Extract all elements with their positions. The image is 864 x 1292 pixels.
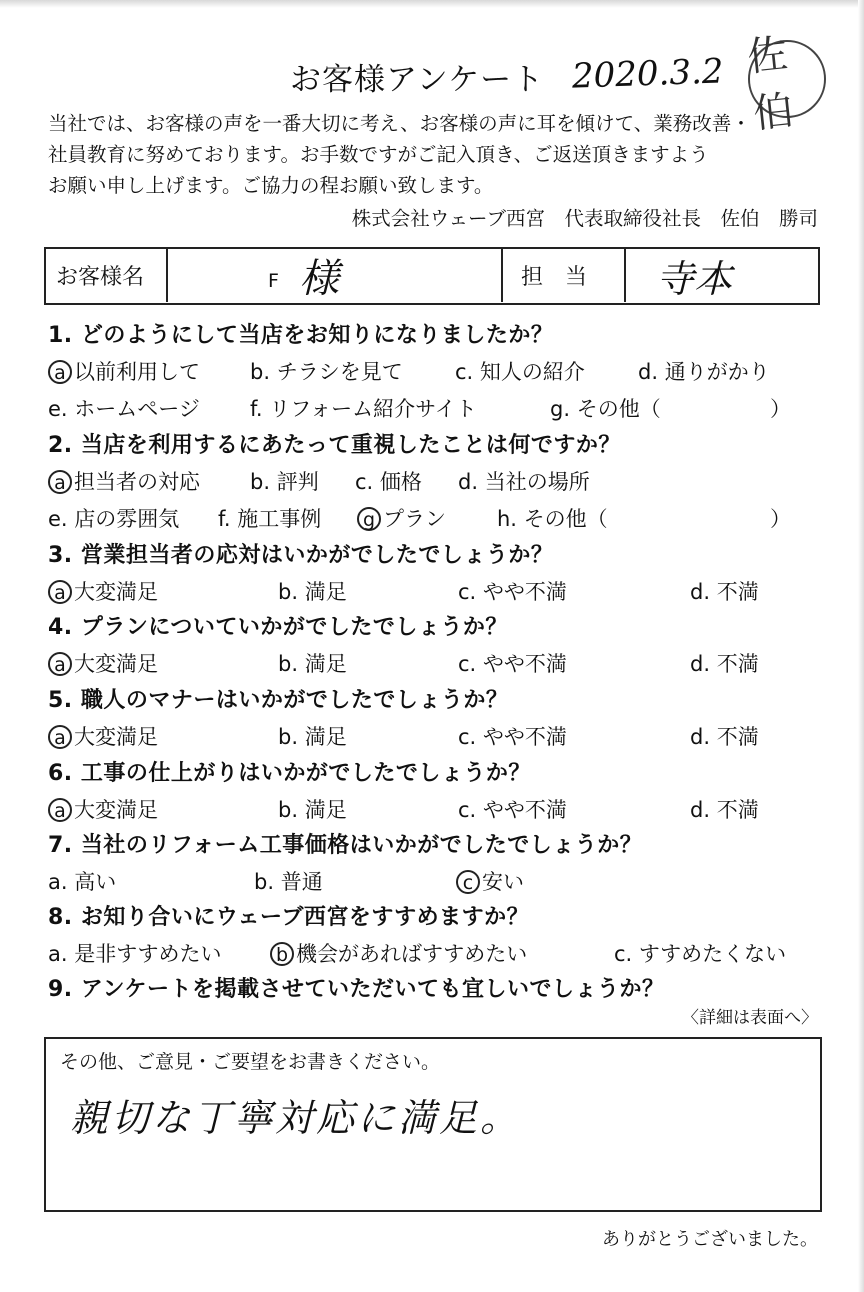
customer-name-label-cell <box>56 249 166 302</box>
question-3-options <box>0 576 864 606</box>
answer-option[interactable] <box>48 576 158 606</box>
option-label: やや不満 <box>482 580 567 604</box>
answer-option[interactable] <box>355 466 422 496</box>
scan-edge-top <box>0 0 864 8</box>
answer-option[interactable] <box>48 648 158 678</box>
staff-label: 担 当 <box>521 265 588 290</box>
comment-box <box>44 1037 822 1212</box>
question-1-options <box>0 393 864 423</box>
option-letter: b. <box>278 725 299 749</box>
question-4: 4. プランについていかがでしたでしょうか？ <box>48 615 508 640</box>
answer-option[interactable] <box>458 794 567 824</box>
answer-option[interactable] <box>278 648 347 678</box>
option-label: 大変満足 <box>74 580 158 604</box>
option-letter: c. <box>458 652 477 676</box>
answer-option[interactable] <box>218 503 321 533</box>
option-label: 当社の場所 <box>484 470 590 494</box>
option-label: 通りがかり <box>664 360 770 384</box>
option-label: リフォーム紹介サイト <box>269 397 477 421</box>
option-label: ） <box>770 397 791 421</box>
circled-answer-mark: g <box>357 507 381 531</box>
option-label: ） <box>770 507 791 531</box>
option-label: 大変満足 <box>74 798 158 822</box>
answer-option[interactable] <box>254 866 323 896</box>
question-7-options <box>0 866 864 896</box>
answer-option[interactable] <box>278 721 347 751</box>
answer-option[interactable] <box>48 503 179 533</box>
answer-option[interactable] <box>270 938 527 968</box>
option-label: すすめたくない <box>638 942 787 966</box>
option-label: 評判 <box>276 470 319 494</box>
answer-option[interactable] <box>458 721 567 751</box>
question-3: 3. 営業担当者の応対はいかがでしたでしょうか？ <box>48 543 554 568</box>
question-2-options <box>0 503 864 533</box>
circled-answer-mark: b <box>270 942 294 966</box>
scan-edge-right <box>858 0 864 1292</box>
option-label: ホームページ <box>74 397 200 421</box>
question-6: 6. 工事の仕上がりはいかがでしたでしょうか？ <box>48 761 531 786</box>
option-letter: c. <box>614 942 633 966</box>
option-label: やや不満 <box>482 798 567 822</box>
option-label: 以前利用して <box>74 360 200 384</box>
answer-option[interactable] <box>550 393 661 423</box>
intro-text <box>48 108 751 201</box>
option-label: 満足 <box>304 652 347 676</box>
option-label: 不満 <box>716 725 759 749</box>
comment-handwritten-text: 親切な丁寧対応に満足。 <box>70 1096 522 1140</box>
answer-option[interactable] <box>458 466 590 496</box>
handwritten-date: 2020.3.2 <box>571 51 725 97</box>
answer-option[interactable] <box>48 866 116 896</box>
option-label: その他（ <box>523 507 608 531</box>
option-label: やや不満 <box>482 652 567 676</box>
answer-option[interactable] <box>770 393 791 423</box>
intro-line: 社員教育に努めております。お手数ですがご記入頂き、ご返送頂きますよう <box>48 143 709 166</box>
option-label: 不満 <box>716 798 759 822</box>
question-8-options <box>0 938 864 968</box>
answer-option[interactable] <box>458 648 567 678</box>
circled-answer-mark: c <box>456 870 480 894</box>
answer-option[interactable] <box>690 721 759 751</box>
answer-option[interactable] <box>48 938 221 968</box>
details-note: 〈詳細は表面へ〉 <box>682 1008 818 1028</box>
staff-value-cell <box>656 249 806 302</box>
answer-option[interactable] <box>455 356 585 386</box>
divider <box>166 249 168 302</box>
option-letter: b. <box>250 360 271 384</box>
circled-answer-mark: a <box>48 470 72 494</box>
option-label: チラシを見て <box>276 360 403 384</box>
option-letter: b. <box>254 870 275 894</box>
answer-option[interactable] <box>456 866 524 896</box>
option-letter: d. <box>690 725 711 749</box>
answer-option[interactable] <box>250 466 319 496</box>
option-letter: c. <box>458 798 477 822</box>
option-label: 安い <box>482 870 524 894</box>
answer-option[interactable] <box>48 393 200 423</box>
question-5: 5. 職人のマナーはいかがでしたでしょうか？ <box>48 688 509 713</box>
option-label: 普通 <box>280 870 323 894</box>
option-label: 不満 <box>716 652 759 676</box>
option-letter: c. <box>455 360 474 384</box>
answer-option[interactable] <box>638 356 770 386</box>
company-signature-line: 株式会社ウェーブ西宮 代表取締役社長 佐伯 勝司 <box>351 207 818 230</box>
option-label: 是非すすめたい <box>74 942 222 966</box>
option-letter: g. <box>550 397 571 421</box>
customer-honorific: 様 <box>298 256 339 302</box>
answer-option[interactable] <box>278 794 347 824</box>
option-letter: c. <box>458 725 477 749</box>
option-label: 大変満足 <box>74 725 158 749</box>
answer-option[interactable] <box>48 466 200 496</box>
option-label: その他（ <box>576 397 661 421</box>
option-label: 機会があればすすめたい <box>296 942 528 966</box>
question-5-options <box>0 721 864 751</box>
answer-option[interactable] <box>48 721 158 751</box>
option-letter: a. <box>48 870 68 894</box>
option-letter: b. <box>250 470 271 494</box>
intro-line: 当社では、お客様の声を一番大切に考え、お客様の声に耳を傾けて、業務改善・ <box>48 112 751 135</box>
option-label: 大変満足 <box>74 652 158 676</box>
approval-seal <box>745 30 826 138</box>
question-2: 2. 当店を利用するにあたって重視したことは何ですか？ <box>48 433 621 458</box>
option-label: 店の雰囲気 <box>74 507 180 531</box>
thanks-text: ありがとうございました。 <box>602 1229 818 1250</box>
answer-option[interactable] <box>357 503 446 533</box>
option-letter: d. <box>690 798 711 822</box>
option-letter: b. <box>278 580 299 604</box>
question-4-options <box>0 648 864 678</box>
option-letter: d. <box>638 360 659 384</box>
comment-label: その他、ご意見・ご要望をお書きください。 <box>60 1051 441 1073</box>
answer-option[interactable] <box>250 393 477 423</box>
circled-answer-mark: a <box>48 580 72 604</box>
question-6-options <box>0 794 864 824</box>
option-letter: b. <box>278 652 299 676</box>
staff-label-cell <box>521 249 631 302</box>
question-7: 7. 当社のリフォーム工事価格はいかがでしたでしょうか？ <box>48 833 643 858</box>
page-title: お客様アンケート <box>290 62 545 98</box>
answer-option[interactable] <box>770 503 791 533</box>
circled-answer-mark: a <box>48 360 72 384</box>
divider <box>624 249 626 302</box>
circled-answer-mark: a <box>48 725 72 749</box>
intro-line: お願い申し上げます。ご協力の程お願い致します。 <box>48 174 494 197</box>
customer-name-label: お客様名 <box>56 265 145 290</box>
answer-option[interactable] <box>458 576 567 606</box>
circled-answer-mark: a <box>48 652 72 676</box>
seal-text: 佐伯 <box>745 30 796 138</box>
option-label: プラン <box>383 507 446 531</box>
answer-option[interactable] <box>690 648 759 678</box>
answer-option[interactable] <box>278 576 347 606</box>
customer-initial: F <box>268 269 279 292</box>
option-letter: d. <box>690 652 711 676</box>
question-1-options <box>0 356 864 386</box>
option-label: 担当者の対応 <box>74 470 200 494</box>
circled-answer-mark: a <box>48 798 72 822</box>
option-label: 満足 <box>304 580 347 604</box>
answer-option[interactable] <box>48 356 200 386</box>
option-letter: d. <box>690 580 711 604</box>
staff-name: 寺本 <box>656 257 733 301</box>
option-letter: b. <box>278 798 299 822</box>
option-label: 価格 <box>379 470 422 494</box>
question-1: 1. どのようにして当店をお知りになりましたか？ <box>48 323 554 348</box>
answer-option[interactable] <box>497 503 608 533</box>
option-letter: c. <box>355 470 374 494</box>
option-letter: c. <box>458 580 477 604</box>
option-letter: e. <box>48 507 68 531</box>
option-letter: e. <box>48 397 68 421</box>
option-letter: h. <box>497 507 517 531</box>
answer-option[interactable] <box>48 794 158 824</box>
option-label: 満足 <box>304 725 347 749</box>
option-letter: d. <box>458 470 479 494</box>
answer-option[interactable] <box>690 576 759 606</box>
option-label: 高い <box>74 870 117 894</box>
option-letter: f. <box>218 507 231 531</box>
option-letter: f. <box>250 397 263 421</box>
question-2-options <box>0 466 864 496</box>
option-label: 施工事例 <box>237 507 322 531</box>
customer-info-box <box>44 247 820 305</box>
question-8: 8. お知り合いにウェーブ西宮をすすめますか？ <box>48 905 530 930</box>
answer-option[interactable] <box>614 938 786 968</box>
option-label: やや不満 <box>482 725 567 749</box>
question-9: 9. アンケートを掲載させていただいても宜しいでしょうか？ <box>48 977 665 1002</box>
option-label: 満足 <box>304 798 347 822</box>
option-label: 不満 <box>716 580 759 604</box>
divider <box>501 249 503 302</box>
option-label: 知人の紹介 <box>479 360 585 384</box>
answer-option[interactable] <box>250 356 403 386</box>
answer-option[interactable] <box>690 794 759 824</box>
customer-name-value-cell <box>268 249 528 302</box>
option-letter: a. <box>48 942 68 966</box>
